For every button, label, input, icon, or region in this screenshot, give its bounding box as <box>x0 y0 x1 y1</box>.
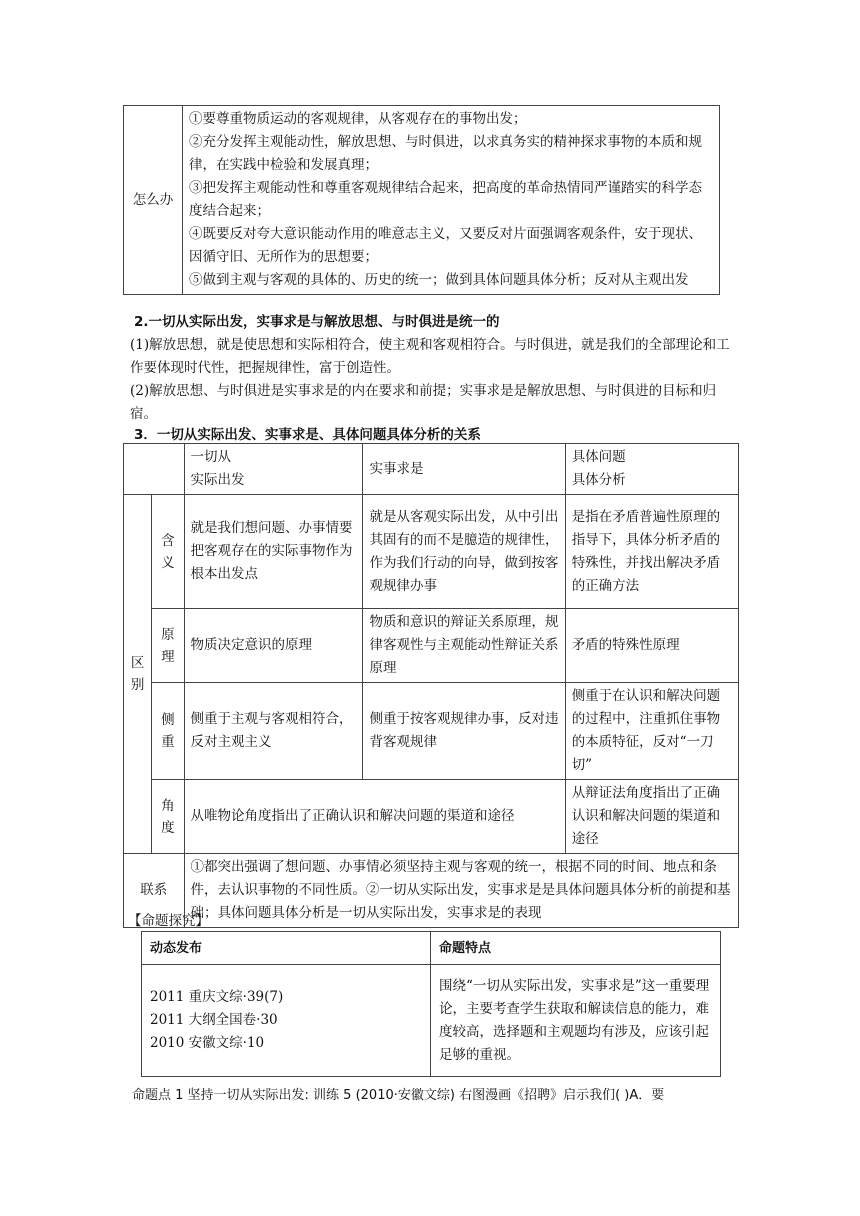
difference-label: 区 别 <box>124 495 152 854</box>
release-list <box>142 965 431 1077</box>
link-label: 联系 <box>124 854 185 928</box>
list-item: ⑤做到主观与客观的具体的、历史的统一；做到具体问题具体分析；反对从主观出发 <box>189 272 689 288</box>
column-header: 实事求是 <box>363 444 565 495</box>
row-label: 角 度 <box>152 780 184 854</box>
column-header: 一切从 实际出发 <box>184 444 363 495</box>
table-cell: 物质决定意识的原理 <box>184 609 363 683</box>
list-item: 2011 重庆文综·39(7) <box>150 989 284 1005</box>
proposition-point-line: 命题点 1 坚持一切从实际出发: 训练 5 (2010·安徽文综) 右图漫画《招聘》启示我们( )A．要 <box>132 1088 665 1103</box>
table-cell: 侧重于主观与客观相符合，反对主观主义 <box>184 683 363 780</box>
column-header: 命题特点 <box>431 932 721 965</box>
proposition-title: 【命题探究】 <box>128 913 209 929</box>
section-2-paragraph-1: (1)解放思想，就是使思想和实际相符合，使主观和客观相符合。与时俱进，就是我们的全部理论和工作要体现时代性，把握规律性，富于创造性。 <box>130 337 730 376</box>
proposition-table <box>141 931 721 1077</box>
list-item: 2010 安徽文综·10 <box>150 1035 265 1051</box>
link-content: ①都突出强调了想问题、办事情必须坚持主观与客观的统一，根据不同的时间、地点和条件，去认识事物的不同性质。②一切从实际出发，实事求是是具体问题具体分析的前提和基础；具体问题具体分析是一切从实际出发，实事求是的表现 <box>184 854 738 928</box>
table-cell: 从唯物论角度指出了正确认识和解决问题的渠道和途径 <box>184 780 565 854</box>
list-item: ③把发挥主观能动性和尊重客观规律结合起来，把高度的革命热情同严谨踏实的科学态度结合起来； <box>189 180 702 219</box>
table-cell: 就是从客观实际出发，从中引出其固有的而不是臆造的规律性，作为我们行动的向导，做到按客观规律办事 <box>363 495 565 609</box>
table-cell: 就是我们想问题、办事情要把客观存在的实际事物作为根本出发点 <box>184 495 363 609</box>
section-2-heading: 2.一切从实际出发，实事求是与解放思想、与时俱进是统一的 <box>134 314 500 330</box>
section-2-paragraph-2: (2)解放思想、与时俱进是实事求是的内在要求和前提；实事求是是解放思想、与时俱进的目标和归宿。 <box>130 383 717 422</box>
table-cell: 是指在矛盾普遍性原理的指导下，具体分析矛盾的特殊性，并找出解决矛盾的正确方法 <box>565 495 738 609</box>
row-label: 原 理 <box>152 609 184 683</box>
table-cell: 侧重于按客观规律办事，反对违背客观规律 <box>363 683 565 780</box>
list-item: ④既要反对夸大意识能动作用的唯意志主义，又要反对片面强调客观条件，安于现状、因循守旧、无所作为的思想要； <box>189 226 702 265</box>
table-cell: 物质和意识的辩证关系原理，规律客观性与主观能动性辩证关系原理 <box>363 609 565 683</box>
row-label: 侧 重 <box>152 683 184 780</box>
how-to-table <box>123 105 720 295</box>
list-item: 2011 大纲全国卷·30 <box>150 1012 278 1028</box>
table-cell: 从辩证法角度指出了正确认识和解决问题的渠道和途径 <box>565 780 738 854</box>
how-to-content <box>183 106 720 295</box>
list-item: ①要尊重物质运动的客观规律，从客观存在的事物出发； <box>189 111 527 127</box>
column-header: 动态发布 <box>142 932 431 965</box>
column-header: 具体问题 具体分析 <box>565 444 738 495</box>
row-label: 含 义 <box>152 495 184 609</box>
section-3-heading: 3．一切从实际出发、实事求是、具体问题具体分析的关系 <box>134 427 481 443</box>
corner-cell <box>124 444 185 495</box>
how-to-label: 怎么办 <box>124 106 183 295</box>
table-cell: 侧重于在认识和解决问题的过程中，注重抓住事物的本质特征，反对“一刀切” <box>565 683 738 780</box>
comparison-table <box>123 443 739 928</box>
feature-text: 围绕“一切从实际出发，实事求是”这一重要理论，主要考查学生获取和解读信息的能力，难度较高，选择题和主观题均有涉及，应该引起足够的重视。 <box>431 965 721 1077</box>
table-cell: 矛盾的特殊性原理 <box>565 609 738 683</box>
list-item: ②充分发挥主观能动性，解放思想、与时俱进，以求真务实的精神探求事物的本质和规律，在实践中检验和发展真理； <box>189 134 702 173</box>
